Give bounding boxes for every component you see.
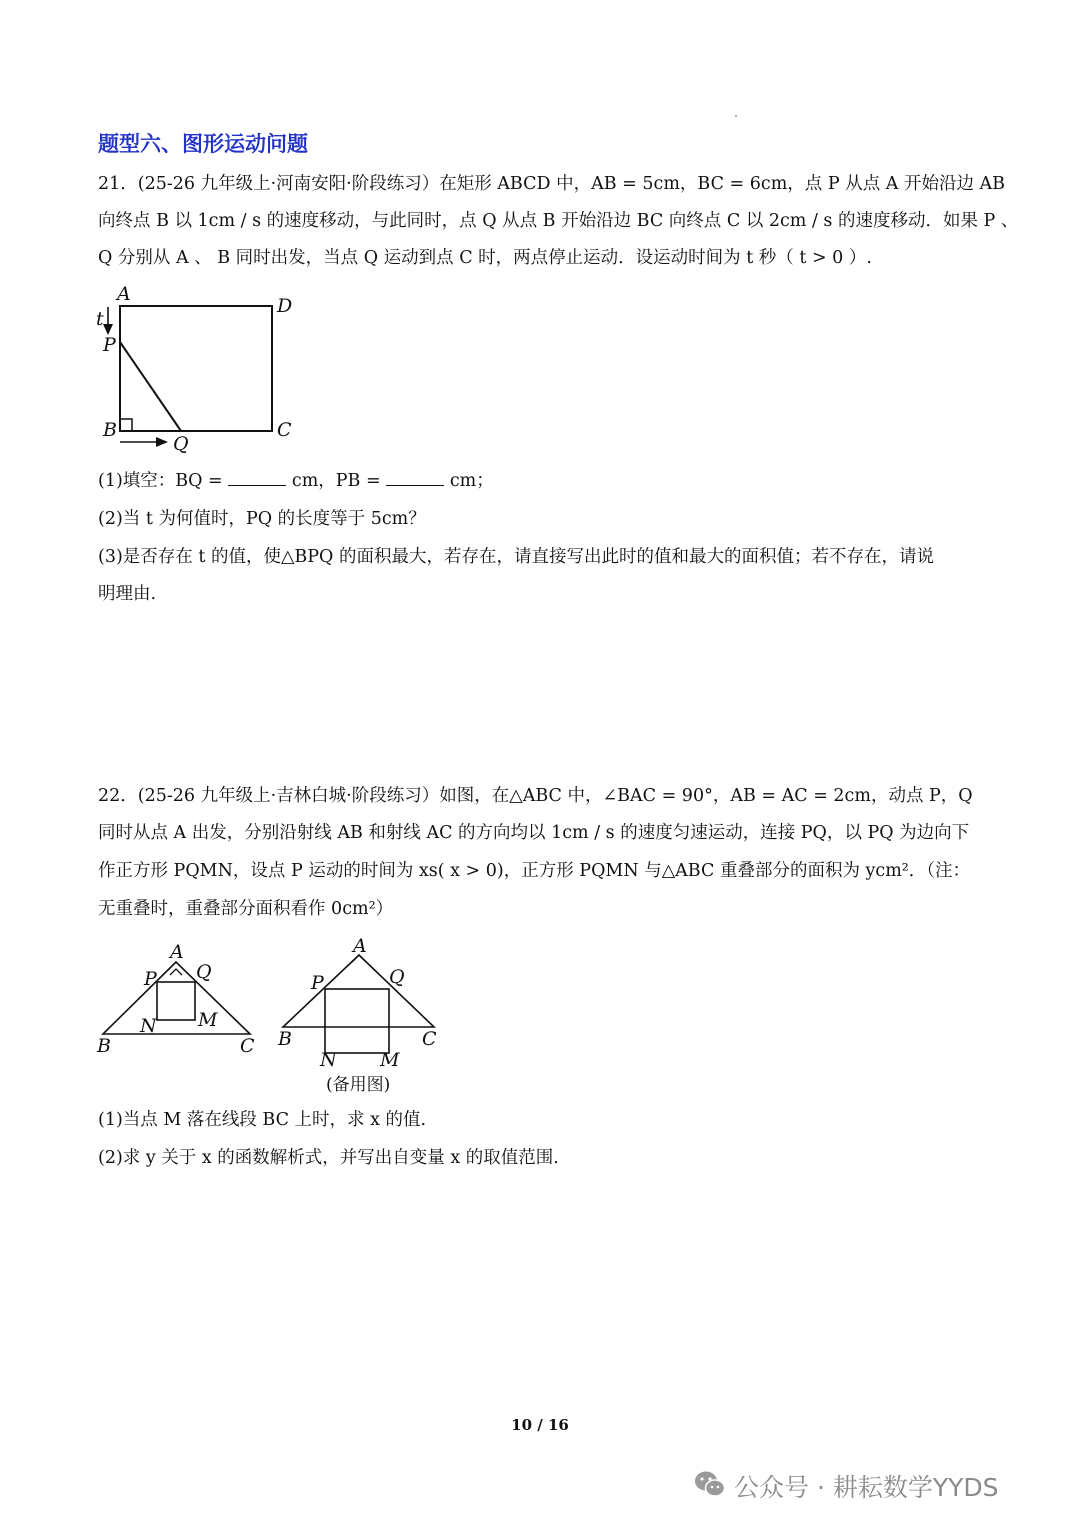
segment-pq (120, 342, 181, 431)
q22-line-3: 作正方形 PQMN，设点 P 运动的时间为 xs( x > 0)，正方形 PQMN 与△ABC 重叠部分的面积为 ycm²．（注： (98, 861, 971, 881)
fig2-caption: (备用图) (326, 1075, 391, 1095)
triangle-abc-2 (283, 955, 434, 1027)
section-title: 题型六、图形运动问题 (98, 132, 308, 156)
blank-bq[interactable] (228, 467, 286, 486)
q22-figure-1 (90, 938, 270, 1063)
q21-part-1 (98, 467, 494, 494)
q22-part-2: (2)求 y 关于 x 的函数解析式，并写出自变量 x 的取值范围. (98, 1148, 559, 1168)
part1-prefix: (1)填空：BQ = (98, 471, 223, 491)
fig2-label-m: M (380, 1049, 400, 1071)
fig1-label-p: P (144, 968, 157, 990)
q21-part-3-line-1: (3)是否存在 t 的值，使△BPQ 的面积最大，若存在，请直接写出此时的值和最大的面积值；若不存在，请说 (98, 547, 934, 567)
q22-part-1: (1)当点 M 落在线段 BC 上时，求 x 的值. (98, 1110, 427, 1130)
fig1-label-b: B (97, 1035, 111, 1057)
fig2-label-n: N (320, 1049, 337, 1071)
scan-dot (735, 115, 737, 117)
q21-part-3-line-2: 明理由. (98, 584, 157, 604)
fig1-label-m: M (198, 1009, 218, 1031)
fig1-label-n: N (140, 1015, 157, 1037)
right-angle-mark-1 (170, 969, 182, 975)
fig1-label-c: C (240, 1035, 255, 1057)
blank-pb[interactable] (386, 467, 444, 486)
fig1-label-q: Q (196, 961, 212, 983)
right-angle-mark (120, 419, 132, 431)
label-b: B (103, 419, 117, 441)
label-c: C (277, 419, 292, 441)
fig2-label-q: Q (389, 966, 405, 988)
wechat-icon (693, 1468, 727, 1500)
arrow-right-head (156, 437, 168, 447)
fig2-label-c: C (422, 1028, 437, 1050)
q21-rectangle-figure (90, 280, 320, 460)
q22-line-4: 无重叠时，重叠部分面积看作 0cm²） (98, 899, 394, 919)
q21-line-2: 向终点 B 以 1cm / s 的速度移动，与此同时，点 Q 从点 B 开始沿边 BC 向终点 C 以 2cm / s 的速度移动．如果 P 、 (98, 211, 1019, 231)
rectangle-abcd (120, 306, 272, 431)
part1-suffix: cm； (449, 471, 494, 491)
label-p: P (103, 334, 116, 356)
label-a: A (117, 283, 131, 305)
label-t: t (96, 308, 104, 330)
q22-figure-2 (272, 935, 452, 1100)
fig2-label-p: P (311, 972, 324, 994)
fig2-label-b: B (278, 1028, 292, 1050)
label-q: Q (173, 433, 189, 455)
square-pqmn-2 (325, 989, 389, 1053)
q22-line-2: 同时从点 A 出发，分别沿射线 AB 和射线 AC 的方向均以 1cm / s 的速度匀速运动，连接 PQ，以 PQ 为边向下 (98, 823, 970, 843)
fig1-label-a: A (170, 941, 184, 963)
q21-line-1: 21．(25-26 九年级上·河南安阳·阶段练习）在矩形 ABCD 中，AB = 5cm，BC = 6cm，点 P 从点 A 开始沿边 AB (98, 174, 1006, 194)
triangle-abc-1 (103, 962, 250, 1034)
part1-mid: cm，PB = (291, 471, 381, 491)
page-number: 10 / 16 (511, 1416, 569, 1434)
fig2-label-a: A (353, 935, 367, 957)
q21-line-3: Q 分别从 A 、 B 同时出发，当点 Q 运动到点 C 时，两点停止运动．设运动时间为 t 秒（ t > 0 ）. (98, 248, 872, 268)
square-pqmn-1 (157, 982, 195, 1020)
q22-line-1: 22．(25-26 九年级上·吉林白城·阶段练习）如图，在△ABC 中，∠BAC = 90°，AB = AC = 2cm，动点 P，Q (98, 786, 973, 806)
q21-part-2: (2)当 t 为何值时，PQ 的长度等于 5cm？ (98, 509, 426, 529)
label-d: D (277, 295, 293, 317)
footer-watermark: 公众号 · 耕耘数学YYDS (734, 1473, 999, 1502)
